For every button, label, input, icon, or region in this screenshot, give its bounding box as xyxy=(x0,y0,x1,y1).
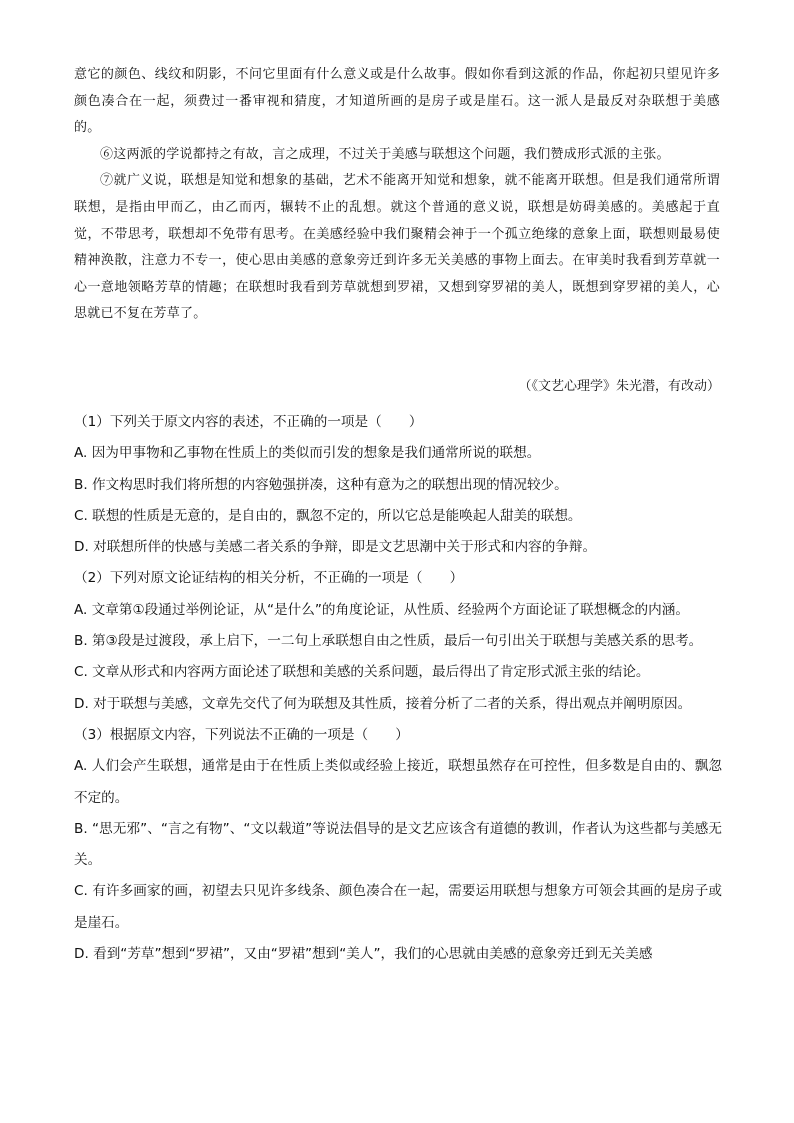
option-c: C. 文章从形式和内容两方面论述了联想和美感的关系问题，最后得出了肯定形式派主张的结论。 xyxy=(74,664,650,681)
option-d: D. 对于联想与美感，文章先交代了何为联想及其性质，接着分析了二者的关系，得出观点并阐明原因。 xyxy=(74,695,692,712)
option-d: D. 对联想所伴的快感与美感二者关系的争辩，即是文艺思潮中关于形式和内容的争辩。 xyxy=(74,539,597,556)
option-b: B. “思无邪”、“言之有物”、“文以载道”等说法倡导的是文艺应该含有道德的教训，作者认为这些都与美感无关。 xyxy=(74,820,722,869)
question-3 xyxy=(74,720,722,970)
option-c: C. 有许多画家的画，初望去只见许多线条、颜色凑合在一起，需要运用联想与想象方可领会其画的是房子或是崖石。 xyxy=(74,883,722,931)
passage-paragraph-continued: 意它的颜色、线纹和阴影，不问它里面有什么意义或是什么故事。假如你看到这派的作品，你起初只望见许多颜色凑合在一起，须费过一番审视和猜度，才知道所画的是房子或是崖石。这一派人是最反对杂联想于美感的。 xyxy=(74,67,720,136)
option-a: A. 文章第①段通过举例论证，从“是什么”的角度论证，从性质、经验两个方面论证了联想概念的内涵。 xyxy=(74,601,689,618)
option-a: A. 人们会产生联想，通常是由于在性质上类似或经验上接近，联想虽然存在可控性，但多数是自由的、飘忽不定的。 xyxy=(74,758,722,806)
passage-source: （《文艺心理学》朱光潜，有改动） xyxy=(518,379,720,394)
question-1 xyxy=(74,407,722,563)
question-list xyxy=(74,407,722,970)
option-b: B. 第③段是过渡段，承上启下，一二句上承联想自由之性质，最后一句引出关于联想与美感关系的思考。 xyxy=(74,633,703,650)
passage-paragraph-6: ⑥这两派的学说都持之有故，言之成理，不过关于美感与联想这个问题，我们赞成形式派的主张。 xyxy=(100,146,670,162)
question-stem: （1）下列关于原文内容的表述，不正确的一项是（ ） xyxy=(74,414,423,430)
question-stem: （2）下列对原文论证结构的相关分析，不正确的一项是（ ） xyxy=(74,570,464,587)
option-a: A. 因为甲事物和乙事物在性质上的类似而引发的想象是我们通常所说的联想。 xyxy=(74,445,541,462)
option-d: D. 看到“芳草”想到“罗裙”，又由“罗裙”想到“美人”，我们的心思就由美感的意象旁迁到无关美感 xyxy=(74,946,653,963)
passage-paragraph-7: ⑦就广义说，联想是知觉和想象的基础，艺术不能离开知觉和想象，就不能离开联想。但是我们通常所谓联想，是指由甲而乙，由乙而丙，辗转不止的乱想。就这个普通的意义说，联想是妨碍美感的。美感起于直觉，不带思考，联想却不免带有思考。在美感经验中我们聚精会神于一个孤立绝缘的意象上面，联想则最易使精神涣散，注意力不专一，使心思由美感的意象旁迁到许多无关美感的事物上面去。在审美时我看到芳草就一心一意地领略芳草的情趣；在联想时我看到芳草就想到罗裙，又想到穿罗裙的美人，既想到穿罗裙的美人，心思就已不复在芳草了。 xyxy=(74,173,720,322)
option-b: B. 作文构思时我们将所想的内容勉强拼凑，这种有意为之的联想出现的情况较少。 xyxy=(74,476,568,493)
question-2 xyxy=(74,563,722,719)
reading-passage xyxy=(74,62,720,328)
option-c: C. 联想的性质是无意的，是自由的，飘忽不定的，所以它总是能唤起人甜美的联想。 xyxy=(74,507,582,524)
question-stem: （3）根据原文内容，下列说法不正确的一项是（ ） xyxy=(74,726,409,743)
